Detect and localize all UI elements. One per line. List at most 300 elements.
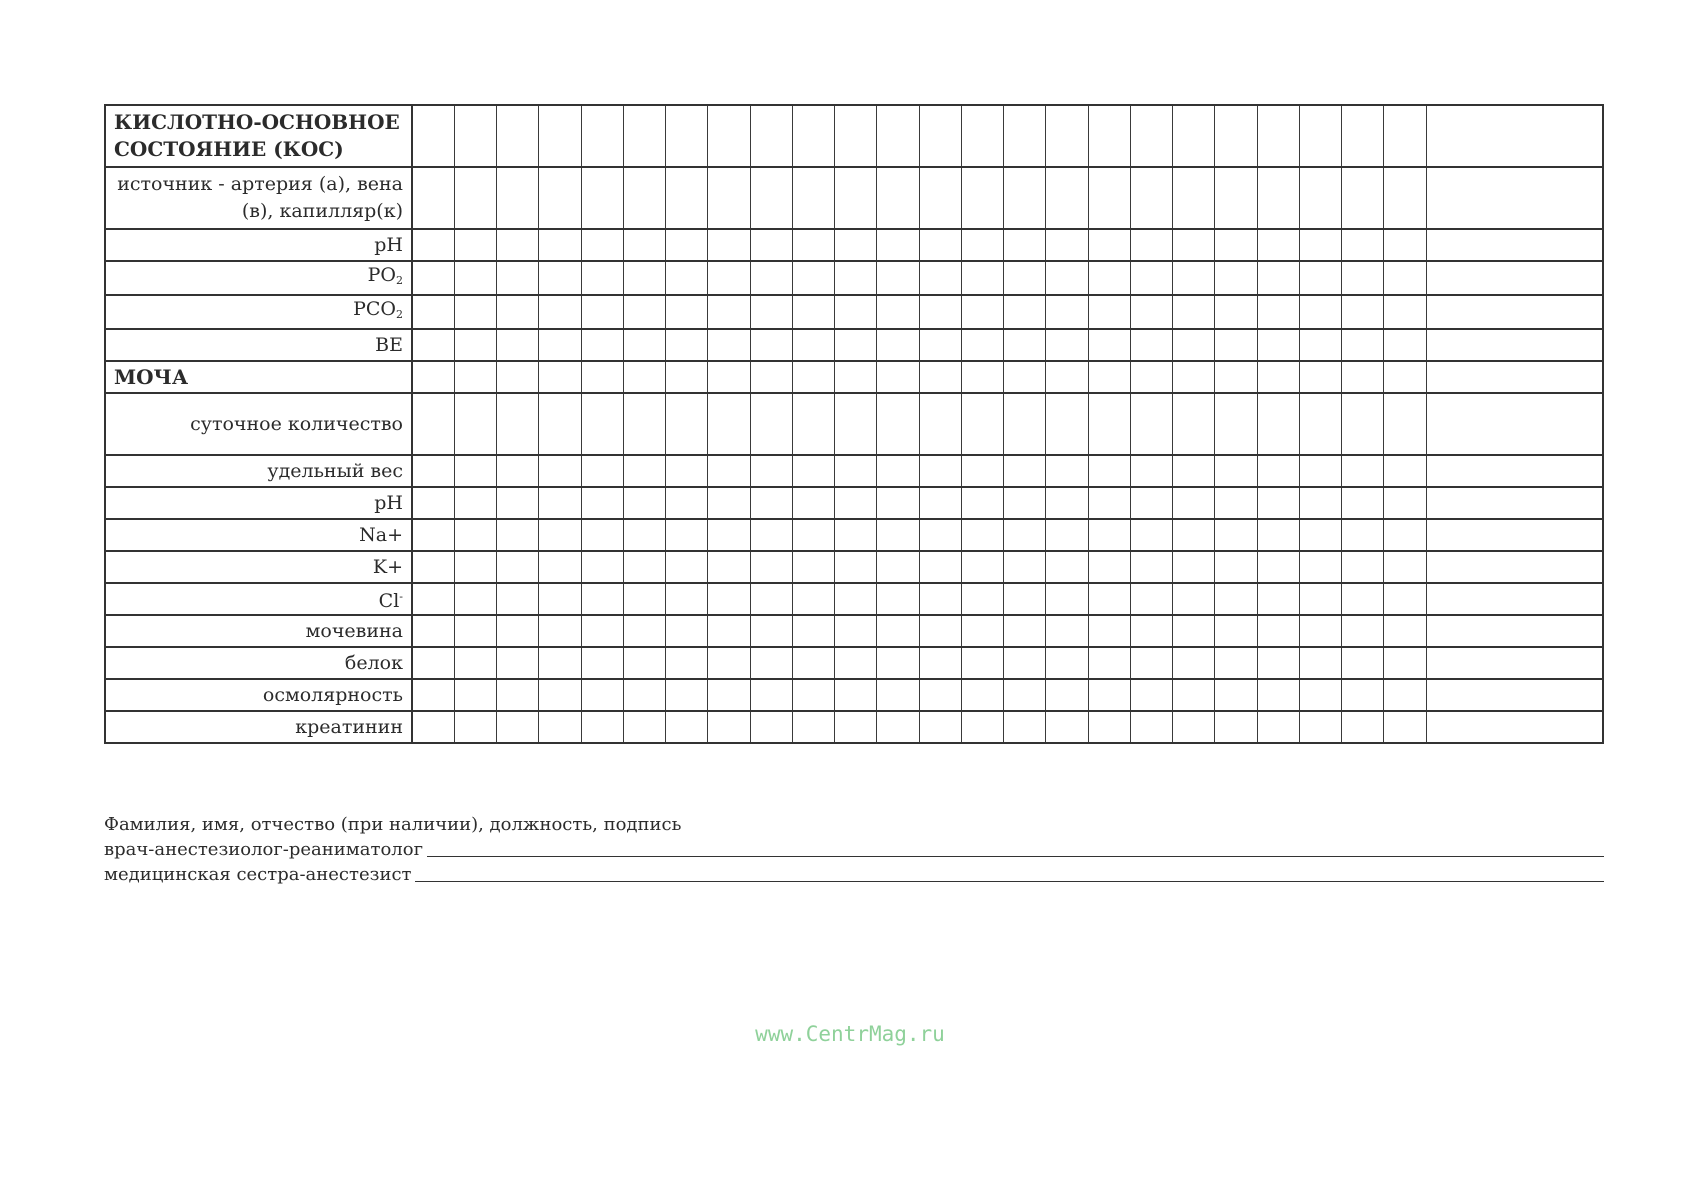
entry-cell[interactable]: [454, 295, 496, 329]
entry-cell[interactable]: [708, 647, 750, 679]
entry-cell[interactable]: [961, 711, 1003, 743]
entry-cell-wide[interactable]: [1426, 455, 1603, 487]
entry-cell[interactable]: [1215, 455, 1257, 487]
entry-cell[interactable]: [412, 711, 454, 743]
entry-cell[interactable]: [497, 615, 539, 647]
entry-cell[interactable]: [1130, 519, 1172, 551]
entry-cell[interactable]: [412, 105, 454, 167]
entry-cell[interactable]: [1342, 647, 1384, 679]
entry-cell[interactable]: [1384, 393, 1426, 455]
entry-cell[interactable]: [1342, 583, 1384, 615]
entry-cell-wide[interactable]: [1426, 361, 1603, 393]
entry-cell[interactable]: [919, 583, 961, 615]
entry-cell[interactable]: [1299, 487, 1341, 519]
entry-cell[interactable]: [919, 487, 961, 519]
entry-cell[interactable]: [1130, 361, 1172, 393]
entry-cell[interactable]: [1257, 679, 1299, 711]
entry-cell[interactable]: [792, 361, 834, 393]
entry-cell[interactable]: [708, 393, 750, 455]
entry-cell[interactable]: [1215, 487, 1257, 519]
entry-cell[interactable]: [835, 167, 877, 229]
entry-cell[interactable]: [835, 551, 877, 583]
entry-cell[interactable]: [961, 167, 1003, 229]
entry-cell[interactable]: [1004, 105, 1046, 167]
entry-cell[interactable]: [1342, 167, 1384, 229]
entry-cell[interactable]: [750, 105, 792, 167]
entry-cell[interactable]: [454, 551, 496, 583]
entry-cell[interactable]: [1173, 551, 1215, 583]
entry-cell[interactable]: [623, 583, 665, 615]
entry-cell[interactable]: [1173, 679, 1215, 711]
entry-cell[interactable]: [1342, 261, 1384, 295]
entry-cell[interactable]: [454, 519, 496, 551]
entry-cell[interactable]: [497, 711, 539, 743]
entry-cell[interactable]: [1342, 329, 1384, 361]
entry-cell[interactable]: [750, 711, 792, 743]
entry-cell[interactable]: [1384, 167, 1426, 229]
entry-cell[interactable]: [666, 261, 708, 295]
entry-cell[interactable]: [708, 455, 750, 487]
entry-cell-wide[interactable]: [1426, 295, 1603, 329]
entry-cell[interactable]: [1046, 295, 1088, 329]
entry-cell[interactable]: [581, 361, 623, 393]
entry-cell[interactable]: [1299, 519, 1341, 551]
entry-cell[interactable]: [1130, 455, 1172, 487]
entry-cell[interactable]: [877, 229, 919, 261]
entry-cell[interactable]: [919, 167, 961, 229]
entry-cell[interactable]: [1299, 167, 1341, 229]
entry-cell[interactable]: [919, 295, 961, 329]
entry-cell[interactable]: [1088, 261, 1130, 295]
entry-cell[interactable]: [835, 229, 877, 261]
entry-cell[interactable]: [539, 615, 581, 647]
entry-cell[interactable]: [539, 711, 581, 743]
entry-cell[interactable]: [1173, 711, 1215, 743]
entry-cell-wide[interactable]: [1426, 487, 1603, 519]
entry-cell[interactable]: [1130, 295, 1172, 329]
entry-cell[interactable]: [961, 105, 1003, 167]
entry-cell[interactable]: [1342, 551, 1384, 583]
entry-cell[interactable]: [412, 329, 454, 361]
entry-cell[interactable]: [1173, 393, 1215, 455]
entry-cell[interactable]: [750, 167, 792, 229]
entry-cell[interactable]: [1299, 393, 1341, 455]
entry-cell[interactable]: [412, 229, 454, 261]
entry-cell[interactable]: [1088, 583, 1130, 615]
entry-cell[interactable]: [666, 615, 708, 647]
entry-cell[interactable]: [750, 329, 792, 361]
entry-cell[interactable]: [539, 261, 581, 295]
entry-cell[interactable]: [1088, 647, 1130, 679]
entry-cell[interactable]: [1046, 615, 1088, 647]
entry-cell[interactable]: [666, 361, 708, 393]
entry-cell[interactable]: [708, 105, 750, 167]
entry-cell[interactable]: [623, 295, 665, 329]
entry-cell[interactable]: [1384, 455, 1426, 487]
entry-cell[interactable]: [877, 393, 919, 455]
entry-cell[interactable]: [1384, 551, 1426, 583]
entry-cell[interactable]: [1299, 647, 1341, 679]
entry-cell[interactable]: [1342, 711, 1384, 743]
entry-cell[interactable]: [666, 455, 708, 487]
entry-cell[interactable]: [623, 329, 665, 361]
entry-cell[interactable]: [1215, 167, 1257, 229]
entry-cell[interactable]: [1046, 393, 1088, 455]
entry-cell[interactable]: [1088, 551, 1130, 583]
entry-cell[interactable]: [1004, 229, 1046, 261]
entry-cell[interactable]: [1130, 393, 1172, 455]
entry-cell[interactable]: [792, 167, 834, 229]
entry-cell[interactable]: [919, 229, 961, 261]
entry-cell[interactable]: [1046, 455, 1088, 487]
entry-cell[interactable]: [497, 519, 539, 551]
entry-cell[interactable]: [1088, 615, 1130, 647]
entry-cell[interactable]: [792, 487, 834, 519]
entry-cell[interactable]: [708, 261, 750, 295]
entry-cell[interactable]: [1342, 679, 1384, 711]
entry-cell[interactable]: [666, 105, 708, 167]
entry-cell[interactable]: [1384, 295, 1426, 329]
entry-cell[interactable]: [1004, 455, 1046, 487]
entry-cell[interactable]: [623, 261, 665, 295]
entry-cell[interactable]: [961, 519, 1003, 551]
entry-cell[interactable]: [1173, 167, 1215, 229]
entry-cell[interactable]: [708, 487, 750, 519]
entry-cell[interactable]: [961, 393, 1003, 455]
entry-cell[interactable]: [1215, 393, 1257, 455]
entry-cell[interactable]: [666, 647, 708, 679]
entry-cell[interactable]: [581, 261, 623, 295]
entry-cell[interactable]: [1004, 711, 1046, 743]
entry-cell[interactable]: [919, 679, 961, 711]
entry-cell[interactable]: [1173, 261, 1215, 295]
entry-cell[interactable]: [1215, 647, 1257, 679]
entry-cell[interactable]: [877, 167, 919, 229]
entry-cell[interactable]: [1046, 361, 1088, 393]
entry-cell[interactable]: [623, 487, 665, 519]
entry-cell[interactable]: [835, 583, 877, 615]
entry-cell[interactable]: [497, 583, 539, 615]
entry-cell[interactable]: [1046, 679, 1088, 711]
entry-cell[interactable]: [1004, 615, 1046, 647]
entry-cell[interactable]: [792, 295, 834, 329]
entry-cell[interactable]: [1299, 455, 1341, 487]
entry-cell[interactable]: [750, 583, 792, 615]
entry-cell[interactable]: [1004, 361, 1046, 393]
entry-cell[interactable]: [877, 647, 919, 679]
entry-cell[interactable]: [877, 105, 919, 167]
entry-cell[interactable]: [623, 167, 665, 229]
entry-cell[interactable]: [454, 455, 496, 487]
entry-cell[interactable]: [708, 679, 750, 711]
entry-cell[interactable]: [497, 455, 539, 487]
entry-cell[interactable]: [919, 261, 961, 295]
entry-cell[interactable]: [412, 295, 454, 329]
entry-cell[interactable]: [750, 487, 792, 519]
entry-cell[interactable]: [1257, 105, 1299, 167]
entry-cell[interactable]: [1384, 583, 1426, 615]
entry-cell[interactable]: [623, 105, 665, 167]
entry-cell[interactable]: [1299, 361, 1341, 393]
entry-cell[interactable]: [1257, 229, 1299, 261]
entry-cell[interactable]: [877, 583, 919, 615]
entry-cell[interactable]: [539, 519, 581, 551]
entry-cell[interactable]: [1130, 711, 1172, 743]
entry-cell[interactable]: [708, 329, 750, 361]
entry-cell[interactable]: [877, 295, 919, 329]
entry-cell[interactable]: [1257, 583, 1299, 615]
entry-cell[interactable]: [835, 711, 877, 743]
entry-cell[interactable]: [1130, 261, 1172, 295]
entry-cell[interactable]: [623, 711, 665, 743]
entry-cell[interactable]: [539, 583, 581, 615]
entry-cell[interactable]: [835, 393, 877, 455]
entry-cell[interactable]: [1004, 261, 1046, 295]
entry-cell[interactable]: [1173, 361, 1215, 393]
entry-cell[interactable]: [497, 647, 539, 679]
entry-cell[interactable]: [708, 551, 750, 583]
entry-cell[interactable]: [792, 583, 834, 615]
entry-cell[interactable]: [708, 167, 750, 229]
entry-cell-wide[interactable]: [1426, 679, 1603, 711]
entry-cell[interactable]: [1257, 647, 1299, 679]
entry-cell[interactable]: [581, 229, 623, 261]
entry-cell[interactable]: [1130, 167, 1172, 229]
entry-cell[interactable]: [792, 329, 834, 361]
entry-cell[interactable]: [623, 551, 665, 583]
entry-cell[interactable]: [708, 295, 750, 329]
entry-cell[interactable]: [497, 229, 539, 261]
entry-cell[interactable]: [454, 329, 496, 361]
entry-cell[interactable]: [666, 519, 708, 551]
entry-cell[interactable]: [666, 393, 708, 455]
entry-cell[interactable]: [581, 455, 623, 487]
entry-cell[interactable]: [497, 487, 539, 519]
entry-cell[interactable]: [1215, 583, 1257, 615]
entry-cell[interactable]: [1173, 455, 1215, 487]
entry-cell[interactable]: [919, 361, 961, 393]
entry-cell[interactable]: [1299, 295, 1341, 329]
entry-cell[interactable]: [412, 647, 454, 679]
entry-cell[interactable]: [581, 551, 623, 583]
entry-cell[interactable]: [539, 105, 581, 167]
entry-cell[interactable]: [581, 711, 623, 743]
entry-cell[interactable]: [919, 105, 961, 167]
entry-cell[interactable]: [1299, 229, 1341, 261]
entry-cell[interactable]: [1004, 167, 1046, 229]
entry-cell[interactable]: [1257, 393, 1299, 455]
entry-cell-wide[interactable]: [1426, 519, 1603, 551]
entry-cell[interactable]: [792, 455, 834, 487]
entry-cell[interactable]: [1257, 295, 1299, 329]
entry-cell[interactable]: [666, 329, 708, 361]
entry-cell[interactable]: [497, 551, 539, 583]
entry-cell[interactable]: [1215, 361, 1257, 393]
entry-cell[interactable]: [623, 455, 665, 487]
entry-cell[interactable]: [1342, 615, 1384, 647]
entry-cell[interactable]: [1384, 329, 1426, 361]
entry-cell[interactable]: [666, 167, 708, 229]
entry-cell[interactable]: [1342, 455, 1384, 487]
entry-cell[interactable]: [835, 329, 877, 361]
entry-cell[interactable]: [1088, 711, 1130, 743]
entry-cell[interactable]: [961, 487, 1003, 519]
entry-cell[interactable]: [539, 647, 581, 679]
entry-cell[interactable]: [1088, 295, 1130, 329]
entry-cell[interactable]: [919, 647, 961, 679]
entry-cell[interactable]: [497, 261, 539, 295]
entry-cell[interactable]: [877, 679, 919, 711]
entry-cell[interactable]: [1215, 615, 1257, 647]
entry-cell[interactable]: [919, 615, 961, 647]
entry-cell[interactable]: [792, 615, 834, 647]
entry-cell[interactable]: [1173, 105, 1215, 167]
entry-cell[interactable]: [919, 711, 961, 743]
entry-cell[interactable]: [1384, 261, 1426, 295]
entry-cell[interactable]: [539, 329, 581, 361]
entry-cell[interactable]: [454, 711, 496, 743]
entry-cell[interactable]: [1004, 551, 1046, 583]
entry-cell[interactable]: [1004, 647, 1046, 679]
entry-cell[interactable]: [666, 487, 708, 519]
entry-cell[interactable]: [835, 679, 877, 711]
entry-cell[interactable]: [1088, 167, 1130, 229]
entry-cell[interactable]: [581, 647, 623, 679]
entry-cell[interactable]: [497, 167, 539, 229]
entry-cell[interactable]: [454, 393, 496, 455]
entry-cell[interactable]: [1384, 679, 1426, 711]
entry-cell[interactable]: [919, 393, 961, 455]
entry-cell[interactable]: [623, 679, 665, 711]
entry-cell[interactable]: [539, 167, 581, 229]
entry-cell[interactable]: [581, 393, 623, 455]
entry-cell[interactable]: [792, 551, 834, 583]
entry-cell[interactable]: [961, 261, 1003, 295]
entry-cell[interactable]: [1046, 647, 1088, 679]
entry-cell[interactable]: [750, 519, 792, 551]
entry-cell[interactable]: [961, 295, 1003, 329]
entry-cell[interactable]: [1384, 229, 1426, 261]
entry-cell[interactable]: [708, 615, 750, 647]
entry-cell[interactable]: [708, 229, 750, 261]
entry-cell[interactable]: [454, 261, 496, 295]
anesthesiologist-signature-field[interactable]: [427, 856, 1604, 857]
entry-cell[interactable]: [497, 295, 539, 329]
entry-cell[interactable]: [1130, 647, 1172, 679]
nurse-signature-field[interactable]: [415, 881, 1604, 882]
entry-cell[interactable]: [581, 679, 623, 711]
entry-cell[interactable]: [1046, 167, 1088, 229]
entry-cell[interactable]: [835, 519, 877, 551]
entry-cell[interactable]: [877, 487, 919, 519]
entry-cell[interactable]: [1299, 679, 1341, 711]
entry-cell[interactable]: [623, 393, 665, 455]
entry-cell[interactable]: [792, 229, 834, 261]
entry-cell[interactable]: [708, 519, 750, 551]
entry-cell[interactable]: [792, 393, 834, 455]
entry-cell[interactable]: [1088, 105, 1130, 167]
entry-cell[interactable]: [1130, 615, 1172, 647]
entry-cell-wide[interactable]: [1426, 583, 1603, 615]
entry-cell-wide[interactable]: [1426, 229, 1603, 261]
entry-cell[interactable]: [623, 647, 665, 679]
entry-cell[interactable]: [412, 393, 454, 455]
entry-cell[interactable]: [666, 679, 708, 711]
entry-cell[interactable]: [835, 615, 877, 647]
entry-cell[interactable]: [497, 679, 539, 711]
entry-cell[interactable]: [1342, 295, 1384, 329]
entry-cell[interactable]: [623, 361, 665, 393]
entry-cell[interactable]: [1173, 647, 1215, 679]
entry-cell[interactable]: [1257, 167, 1299, 229]
entry-cell[interactable]: [412, 361, 454, 393]
entry-cell[interactable]: [1130, 583, 1172, 615]
entry-cell[interactable]: [1299, 551, 1341, 583]
entry-cell[interactable]: [666, 229, 708, 261]
entry-cell[interactable]: [1173, 583, 1215, 615]
entry-cell[interactable]: [666, 551, 708, 583]
entry-cell[interactable]: [623, 519, 665, 551]
entry-cell[interactable]: [1257, 361, 1299, 393]
entry-cell[interactable]: [412, 551, 454, 583]
entry-cell[interactable]: [581, 519, 623, 551]
entry-cell[interactable]: [1088, 361, 1130, 393]
entry-cell[interactable]: [412, 615, 454, 647]
entry-cell[interactable]: [961, 615, 1003, 647]
entry-cell[interactable]: [1004, 679, 1046, 711]
entry-cell[interactable]: [1046, 583, 1088, 615]
entry-cell[interactable]: [581, 167, 623, 229]
entry-cell[interactable]: [1046, 519, 1088, 551]
entry-cell[interactable]: [1088, 679, 1130, 711]
entry-cell[interactable]: [581, 615, 623, 647]
entry-cell[interactable]: [1088, 487, 1130, 519]
entry-cell[interactable]: [961, 329, 1003, 361]
entry-cell[interactable]: [412, 261, 454, 295]
entry-cell[interactable]: [666, 711, 708, 743]
entry-cell[interactable]: [1384, 711, 1426, 743]
entry-cell[interactable]: [454, 647, 496, 679]
entry-cell[interactable]: [1257, 261, 1299, 295]
entry-cell[interactable]: [581, 329, 623, 361]
entry-cell[interactable]: [1215, 519, 1257, 551]
entry-cell[interactable]: [835, 455, 877, 487]
entry-cell[interactable]: [1215, 295, 1257, 329]
entry-cell[interactable]: [581, 295, 623, 329]
entry-cell[interactable]: [792, 519, 834, 551]
entry-cell[interactable]: [454, 105, 496, 167]
entry-cell[interactable]: [1046, 229, 1088, 261]
entry-cell[interactable]: [1342, 393, 1384, 455]
entry-cell[interactable]: [835, 261, 877, 295]
entry-cell[interactable]: [1130, 105, 1172, 167]
entry-cell[interactable]: [1130, 679, 1172, 711]
entry-cell[interactable]: [1384, 647, 1426, 679]
entry-cell[interactable]: [454, 361, 496, 393]
entry-cell[interactable]: [581, 583, 623, 615]
entry-cell[interactable]: [750, 455, 792, 487]
entry-cell[interactable]: [708, 711, 750, 743]
entry-cell[interactable]: [919, 551, 961, 583]
entry-cell[interactable]: [539, 393, 581, 455]
entry-cell[interactable]: [750, 647, 792, 679]
entry-cell[interactable]: [1173, 615, 1215, 647]
entry-cell[interactable]: [412, 679, 454, 711]
entry-cell[interactable]: [1088, 329, 1130, 361]
entry-cell[interactable]: [539, 455, 581, 487]
entry-cell[interactable]: [1046, 261, 1088, 295]
entry-cell[interactable]: [1257, 455, 1299, 487]
